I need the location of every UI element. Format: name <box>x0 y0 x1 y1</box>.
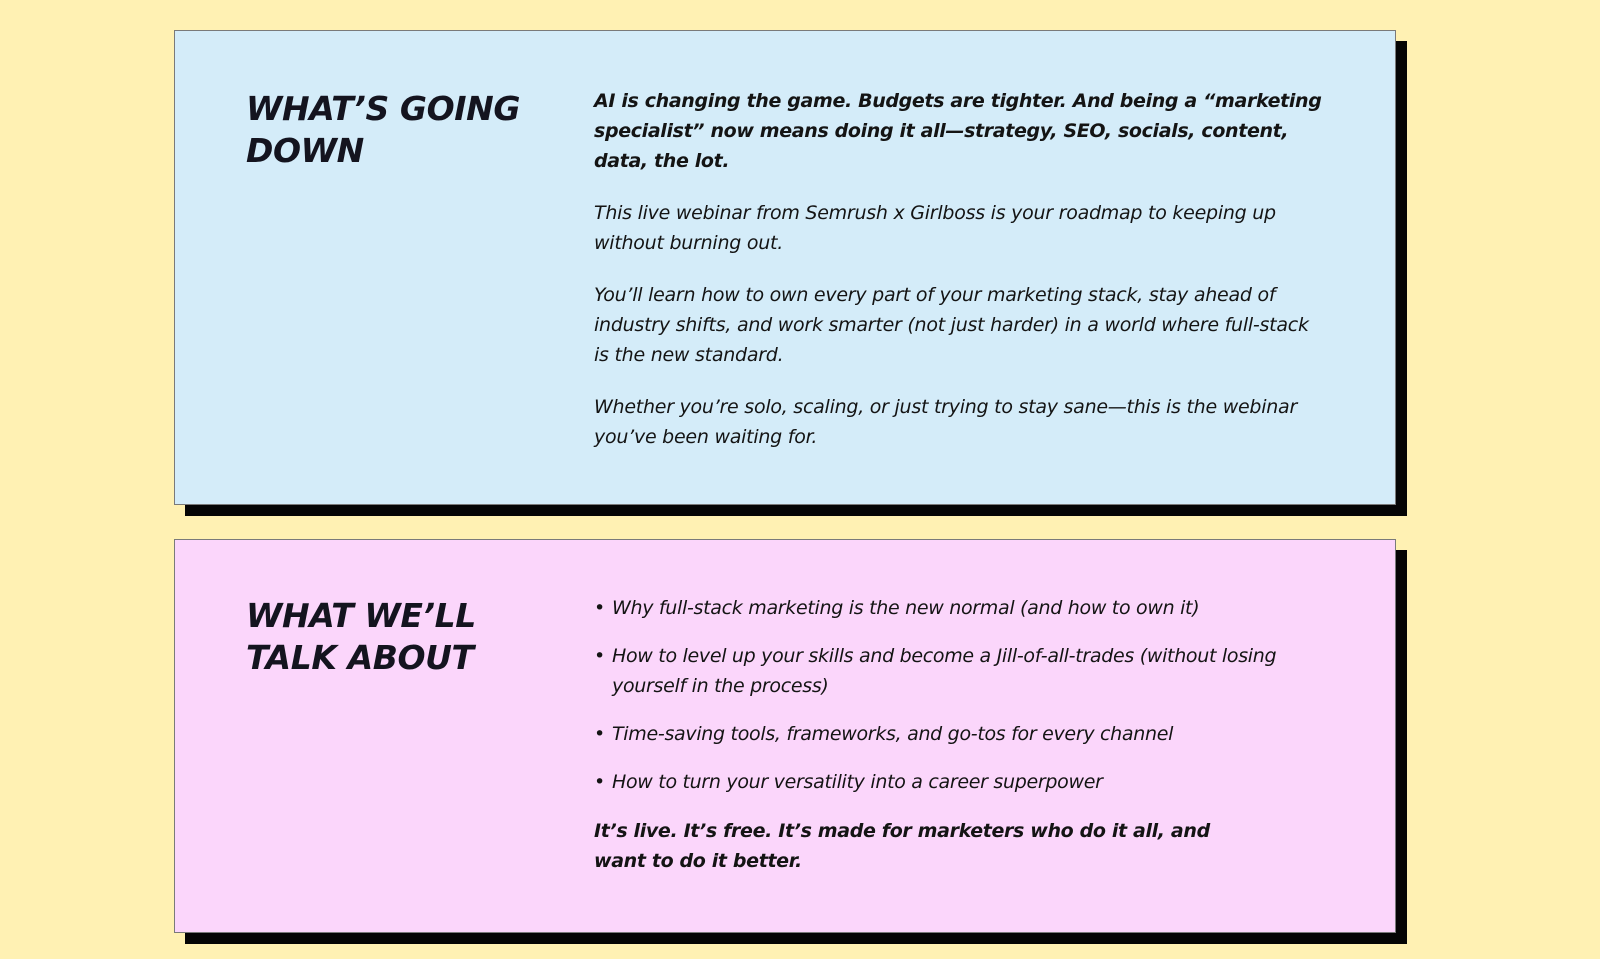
bullet-icon: • <box>594 771 605 793</box>
webinar-description-paragraph: This live webinar from Semrush x Girlboss is your roadmap to keeping up without burning out. <box>594 202 1276 254</box>
topic-list-item <box>594 641 1329 701</box>
what-well-talk-about-heading: WHAT WE’LL TALK ABOUT <box>246 596 476 677</box>
topic-text: Why full-stack marketing is the new normal (and how to own it) <box>612 597 1200 619</box>
topic-text: How to turn your versatility into a career superpower <box>612 771 1103 793</box>
learning-summary-paragraph: You’ll learn how to own every part of your marketing stack, stay ahead of industry shifts, and work smarter (not just harder) in a world where full-stack is the new standard. <box>594 284 1309 366</box>
topic-text: Time-saving tools, frameworks, and go-tos for every channel <box>612 723 1174 745</box>
what-well-talk-about-card <box>174 539 1396 933</box>
whats-going-down-card <box>174 30 1396 505</box>
topic-list-item <box>594 593 1329 623</box>
whats-going-down-content <box>594 86 1329 474</box>
closing-statement: It’s live. It’s free. It’s made for marketers who do it all, and want to do it better. <box>594 820 1210 872</box>
topics-content <box>594 593 1329 898</box>
topic-text: How to level up your skills and become a Jill-of-all-trades (without losing yourself in the process) <box>612 645 1277 697</box>
bullet-icon: • <box>594 645 605 667</box>
intro-lead-text: AI is changing the game. Budgets are tighter. And being a “marketing specialist” now means doing it all—strategy, SEO, socials, content, data, the lot. <box>594 90 1322 172</box>
topic-list-item <box>594 767 1329 797</box>
bullet-icon: • <box>594 723 605 745</box>
topics-list <box>594 593 1329 797</box>
whats-going-down-heading: WHAT’S GOING DOWN <box>246 89 521 170</box>
audience-paragraph: Whether you’re solo, scaling, or just trying to stay sane—this is the webinar you’ve been waiting for. <box>594 396 1298 448</box>
bullet-icon: • <box>594 597 605 619</box>
topic-list-item <box>594 719 1329 749</box>
